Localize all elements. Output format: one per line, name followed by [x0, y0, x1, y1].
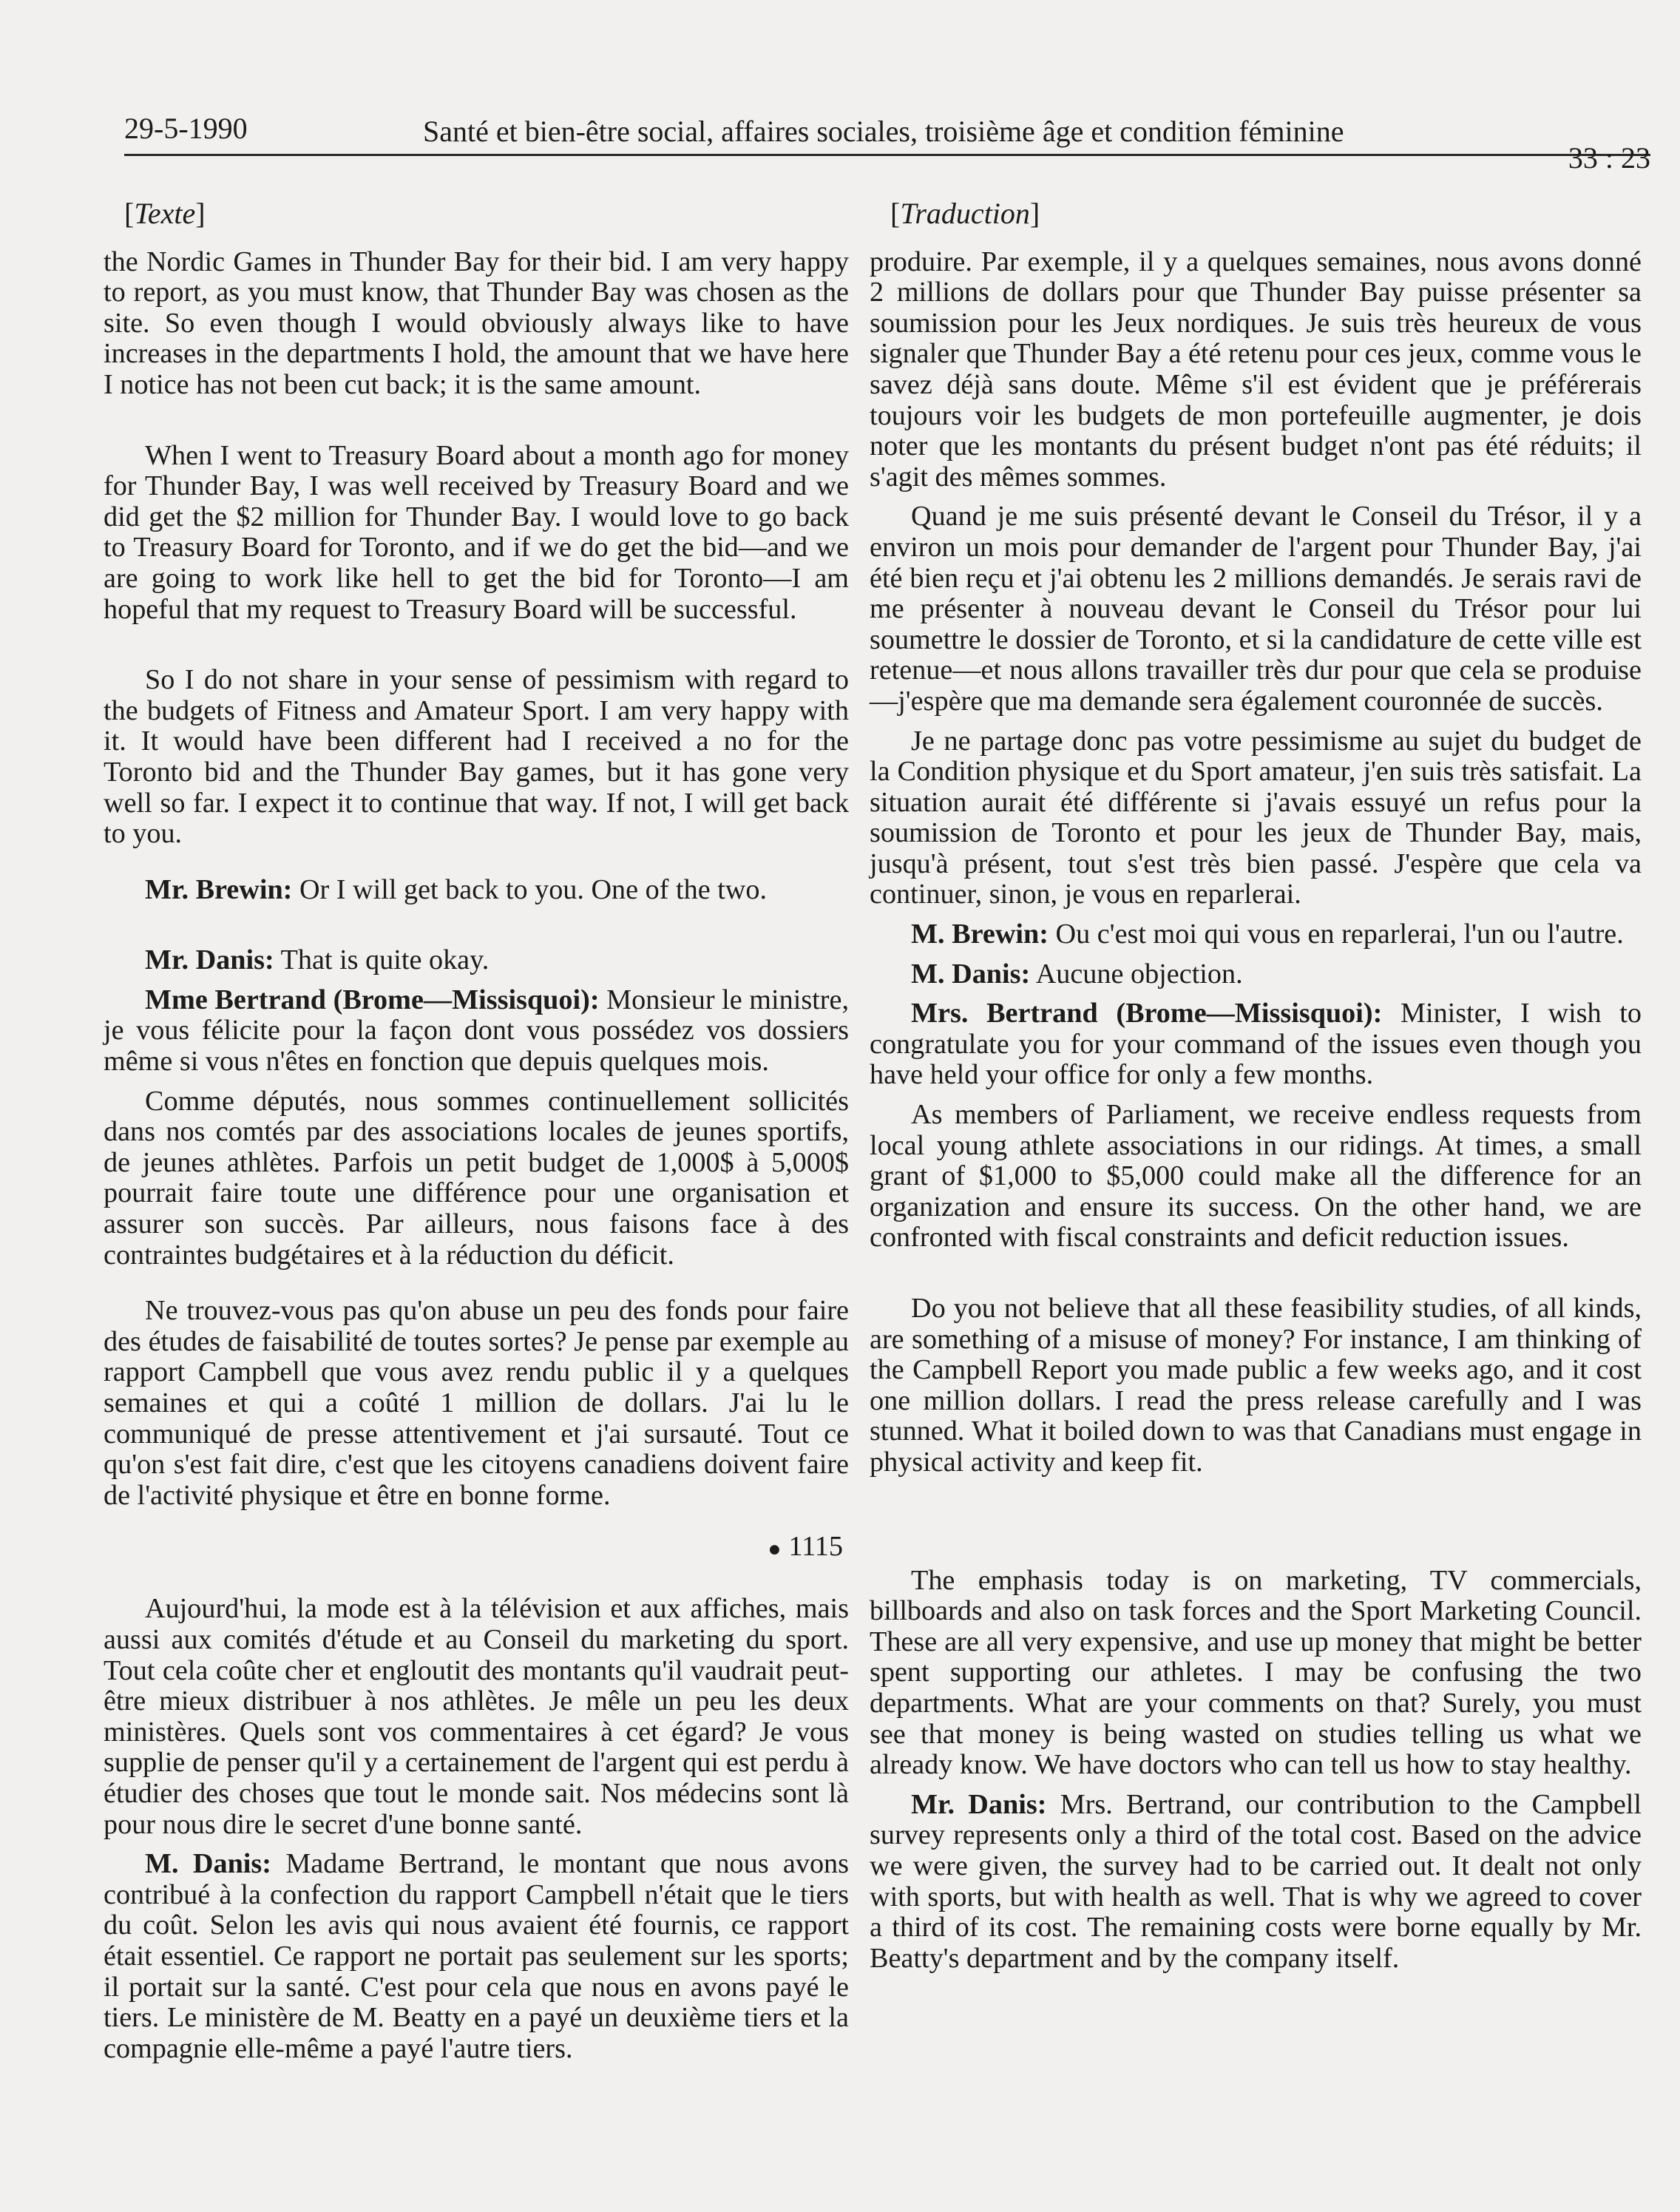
left-column — [104, 198, 849, 2064]
left-tag-text: Texte — [134, 197, 196, 230]
speaker-name: M. Brewin: — [911, 919, 1049, 950]
speech-text: Mrs. Bertrand, our contribution to the Campbell survey represents only a third of the total cost. Based on the advice we were given, the survey had to be carried out. It dealt not only with sports, but with health as well. That is why we agreed to cover a third of its cost. The remaining costs were borne equally by Mr. Beatty's department and by the company itself. — [870, 1788, 1642, 1974]
speaker-name: M. Danis: — [145, 1848, 271, 1880]
right-column — [870, 198, 1642, 1974]
header-date: 29-5-1990 — [124, 112, 248, 145]
page-header — [124, 105, 1650, 175]
speaker-name: M. Danis: — [911, 958, 1031, 990]
right-paragraph-5 — [870, 959, 1642, 990]
speaker-name: Mme Bertrand (Brome—Missisquoi): — [145, 984, 600, 1015]
left-paragraph-6 — [104, 985, 849, 1078]
left-column-tag: [Texte] — [124, 197, 206, 230]
left-paragraph-7: Comme députés, nous sommes continuellement sollicités dans nos comtés par des associations locales de jeunes sportifs, de jeunes athlètes. Parfois un petit budget de 1,000$ à 5,000$ pourrait faire toute une différence pour une organisation et assurer son succès. Par ailleurs, nous faisons face à des contraintes budgétaires et à la réduction du déficit. — [104, 1085, 849, 1271]
right-paragraph-8: Do you not believe that all these feasibility studies, of all kinds, are something of a misuse of money? For instance, I am thinking of the Campbell Report you made public a few weeks ago, and it cost one million dollars. I read the press release carefully and I was stunned. What it boiled down to was that Canadians must engage in physical activity and keep fit. — [870, 1293, 1642, 1478]
time-marker — [104, 1532, 849, 1564]
left-paragraph-4 — [104, 875, 849, 906]
right-paragraph-1: produire. Par exemple, il y a quelques semaines, nous avons donné 2 millions de dollars pour que Thunder Bay puisse présenter sa soumission pour les Jeux nordiques. Je suis très heureux de vous signaler que Thunder Bay a été retenu pour ces jeux, comme vous le savez déjà sans doute. Même s'il est évident que je préférerais toujours voir les budgets de mon portefeuille augmenter, je dois noter que les montants du présent budget n'ont pas été réduits; il s'agit des mêmes sommes. — [870, 246, 1642, 493]
bullet-icon: ● — [768, 1536, 782, 1561]
left-paragraph-9: Aujourd'hui, la mode est à la télévision et aux affiches, mais aussi aux comités d'étude et au Conseil du marketing du sport. Tout cela coûte cher et engloutit des montants qu'il vaudrait peut-être mieux distribuer à nos athlètes. Je mêle un peu les deux ministères. Quels sont vos commentaires à cet égard? Je vous supplie de penser qu'il y a certainement de l'argent qui est perdu à étudier des choses que tout le monde sait. Nos médecins sont là pour nous dire le secret d'une bonne santé. — [104, 1593, 849, 1840]
right-paragraph-3: Je ne partage donc pas votre pessimisme au sujet du budget de la Condition physique et du Sport amateur, j'en suis très satisfait. La situation aurait été différente si j'avais essuyé un refus pour la soumission de Toronto et pour les jeux de Thunder Bay, mais, jusqu'à présent, tout s'est très bien passé. J'espère que cela va continuer, sinon, je vous en reparlerai. — [870, 725, 1642, 910]
speaker-name: Mr. Danis: — [911, 1788, 1047, 1820]
speaker-name: Mr. Danis: — [145, 944, 274, 976]
header-page-number: 33 : 23 — [1568, 141, 1650, 175]
time-marker-text: 1115 — [788, 1531, 843, 1563]
right-paragraph-9: The emphasis today is on marketing, TV commercials, billboards and also on task forces and the Sport Marketing Council. These are all very expensive, and use up money that might be better spent supporting our athletes. I may be confusing the two departments. What are your comments on that? Surely, you must see that money is being wasted on studies telling us what we already know. We have doctors who can tell us how to stay healthy. — [870, 1564, 1642, 1781]
speech-text: Aucune objection. — [1035, 958, 1243, 990]
header-rule — [124, 154, 1650, 156]
speaker-name: Mr. Brewin: — [145, 873, 293, 905]
right-paragraph-6 — [870, 998, 1642, 1091]
left-paragraph-1: the Nordic Games in Thunder Bay for their bid. I am very happy to report, as you must know, that Thunder Bay was chosen as the site. So even though I would obviously always like to have increases in the departments I hold, the amount that we have here I notice has not been cut back; it is the same amount. — [104, 246, 849, 400]
left-paragraph-5 — [104, 945, 849, 976]
speech-text: Ou c'est moi qui vous en reparlerai, l'un ou l'autre. — [1055, 919, 1624, 950]
header-title: Santé et bien-être social, affaires sociales, troisième âge et condition féminine — [423, 115, 1344, 148]
right-paragraph-10 — [870, 1790, 1642, 1975]
speech-text: Monsieur le ministre, je vous félicite pour la façon dont vous possédez vos dossiers même si vous n'êtes en fonction que depuis quelques mois. — [104, 984, 850, 1078]
left-paragraph-10 — [104, 1849, 849, 2064]
speech-text: That is quite okay. — [280, 944, 490, 976]
right-paragraph-7: As members of Parliament, we receive endless requests from local young athlete associations in our ridings. At times, a small grant of $1,000 to $5,000 could make all the difference for an organization and ensure its success. On the other hand, we are confronted with fiscal constraints and deficit reduction issues. — [870, 1099, 1642, 1254]
speech-text: Or I will get back to you. One of the two. — [299, 873, 768, 905]
speech-text: Minister, I wish to congratulate you for your command of the issues even though you have held your office for only a few months. — [870, 998, 1642, 1091]
left-paragraph-2: When I went to Treasury Board about a month ago for money for Thunder Bay, I was well received by Treasury Board and we did get the $2 million for Thunder Bay. I would love to go back to Treasury Board for Toronto, and if we do get the bid—and we are going to work like hell to get the bid for Toronto—I am hopeful that my request to Treasury Board will be successful. — [104, 439, 849, 625]
speaker-name: Mrs. Bertrand (Brome—Missisquoi): — [911, 998, 1383, 1029]
right-column-tag: [Traduction] — [890, 197, 1040, 230]
speech-text: Madame Bertrand, le montant que nous avons contribué à la confection du rapport Campbell n'était que le tiers du coût. Selon les avis qui nous avaient été fournis, ce rapport était essentiel. Ce rapport ne portait pas seulement sur les sports; il portait sur la santé. C'est pour cela que nous en avons payé le tiers. Le ministère de M. Beatty en a payé un deuxième tiers et la compagnie elle-même a payé l'autre tiers. — [104, 1848, 849, 2064]
right-tag-text: Traduction — [900, 197, 1030, 230]
right-paragraph-2: Quand je me suis présenté devant le Conseil du Trésor, il y a environ un mois pour demander de l'argent pour Thunder Bay, j'ai été bien reçu et j'ai obtenu les 2 millions demandés. Je serais ravi de me présenter à nouveau devant le Conseil du Trésor pour lui soumettre le dossier de Toronto, et si la candidature de cette ville est retenue—et nous allons travailler très dur pour que cela se produise—j'espère que ma demande sera également couronnée de succès. — [870, 501, 1642, 717]
left-paragraph-8: Ne trouvez-vous pas qu'on abuse un peu des fonds pour faire des études de faisabilité de toutes sortes? Je pense par exemple au rapport Campbell que vous avez rendu public il y a quelques semaines et qui a coûté 1 million de dollars. J'ai lu le communiqué de presse attentivement et j'ai sursauté. Tout ce qu'on s'est fait dire, c'est que les citoyens canadiens doivent faire de l'activité physique et être en bonne forme. — [104, 1295, 849, 1511]
right-paragraph-4 — [870, 919, 1642, 950]
left-paragraph-3: So I do not share in your sense of pessimism with regard to the budgets of Fitness and Amateur Sport. I am very happy with it. It would have been different had I received a no for the Toronto bid and the Thunder Bay games, but it has gone very well so far. I expect it to continue that way. If not, I will get back to you. — [104, 664, 849, 850]
